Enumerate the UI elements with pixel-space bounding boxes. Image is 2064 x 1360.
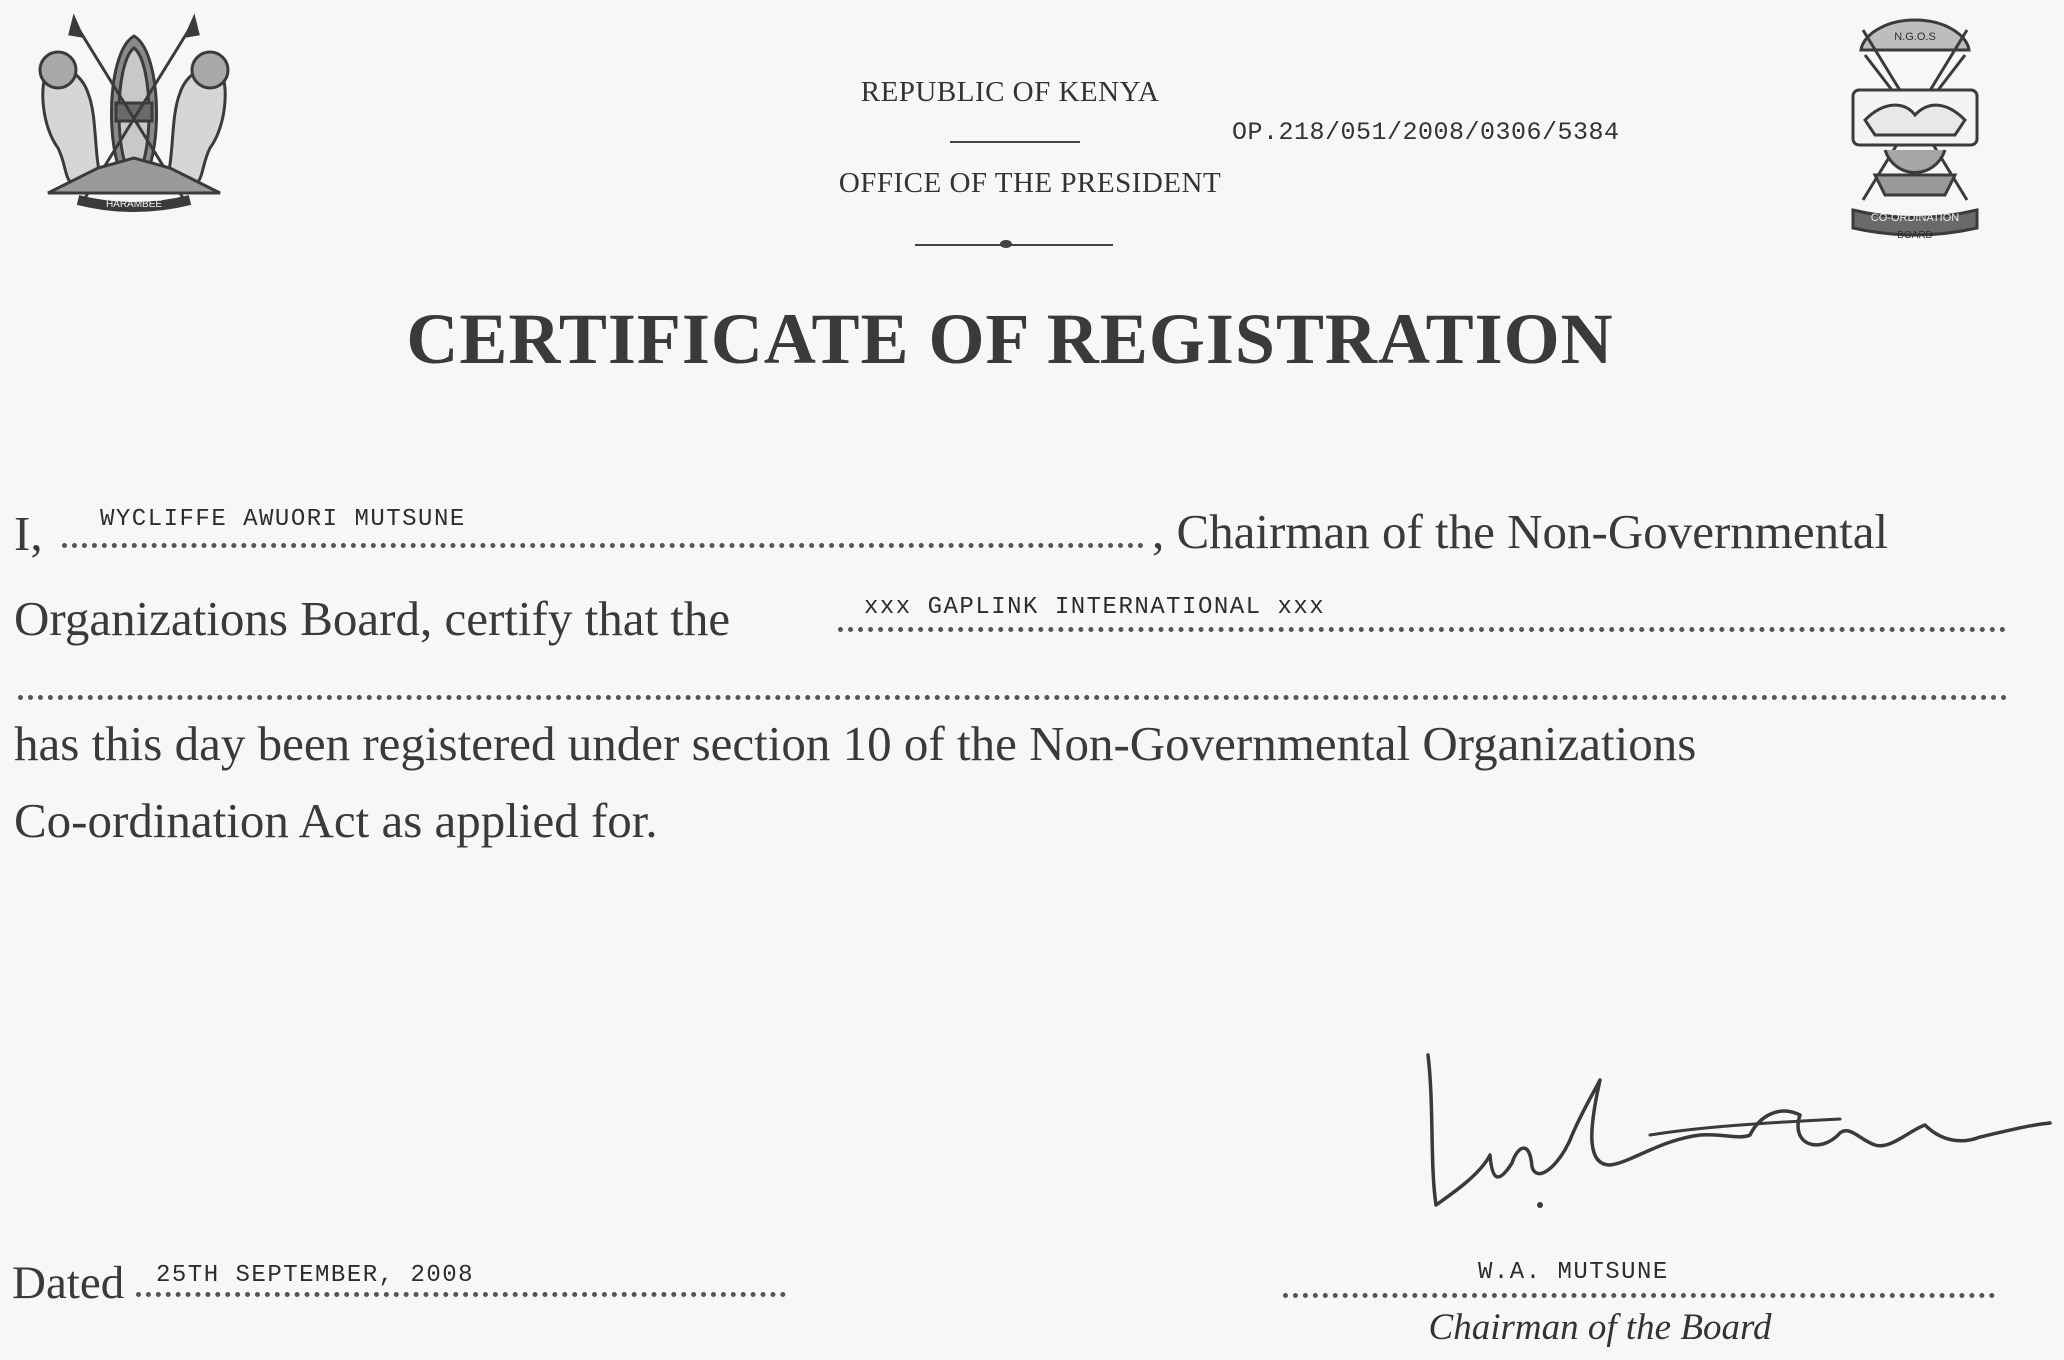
logo-bottom-text: BOARD — [1897, 230, 1933, 241]
motto-text: HARAMBEE — [105, 199, 163, 210]
ngo-coordination-board-logo-icon — [1845, 10, 1985, 245]
logo-top-text: N.G.O.S — [1894, 31, 1936, 43]
signature-icon — [1420, 1045, 2060, 1235]
dated-label: Dated — [12, 1257, 125, 1309]
name-fill-line — [62, 543, 1144, 548]
date-value: 25TH SEPTEMBER, 2008 — [156, 1262, 475, 1289]
line1-prefix: I, — [14, 506, 43, 561]
signatory-name: W.A. MUTSUNE — [1478, 1259, 1669, 1286]
republic-heading: REPUBLIC OF KENYA — [860, 76, 1160, 108]
organization-fill-line — [838, 627, 2006, 632]
office-heading: OFFICE OF THE PRESIDENT — [838, 167, 1222, 199]
organization-name: xxx GAPLINK INTERNATIONAL xxx — [864, 594, 1326, 621]
organization-fill-line-continued — [18, 695, 2008, 700]
act-reference: Co-ordination Act as applied for. — [14, 793, 658, 848]
line2-prefix: Organizations Board, certify that the — [14, 591, 731, 646]
header-divider — [950, 141, 1080, 143]
registration-statement: has this day been registered under section 10 of the Non-Governmental Organizations — [14, 716, 1697, 771]
logo-ribbon-text: CO-ORDINATION — [1870, 212, 1960, 224]
line1-suffix: , Chairman of the Non-Governmental — [1152, 504, 1889, 559]
signatory-title: Chairman of the Board — [1428, 1307, 1772, 1348]
divider-ornament — [1000, 240, 1012, 248]
date-fill-line — [136, 1292, 786, 1297]
signature-fill-line — [1283, 1293, 1995, 1298]
chairman-name: WYCLIFFE AWUORI MUTSUNE — [100, 506, 466, 533]
certificate-title: CERTIFICATE OF REGISTRATION — [406, 299, 1614, 379]
kenya-coat-of-arms-icon — [18, 8, 250, 218]
ornamental-divider — [915, 244, 1113, 246]
reference-number: OP.218/051/2008/0306/5384 — [1232, 118, 1620, 147]
